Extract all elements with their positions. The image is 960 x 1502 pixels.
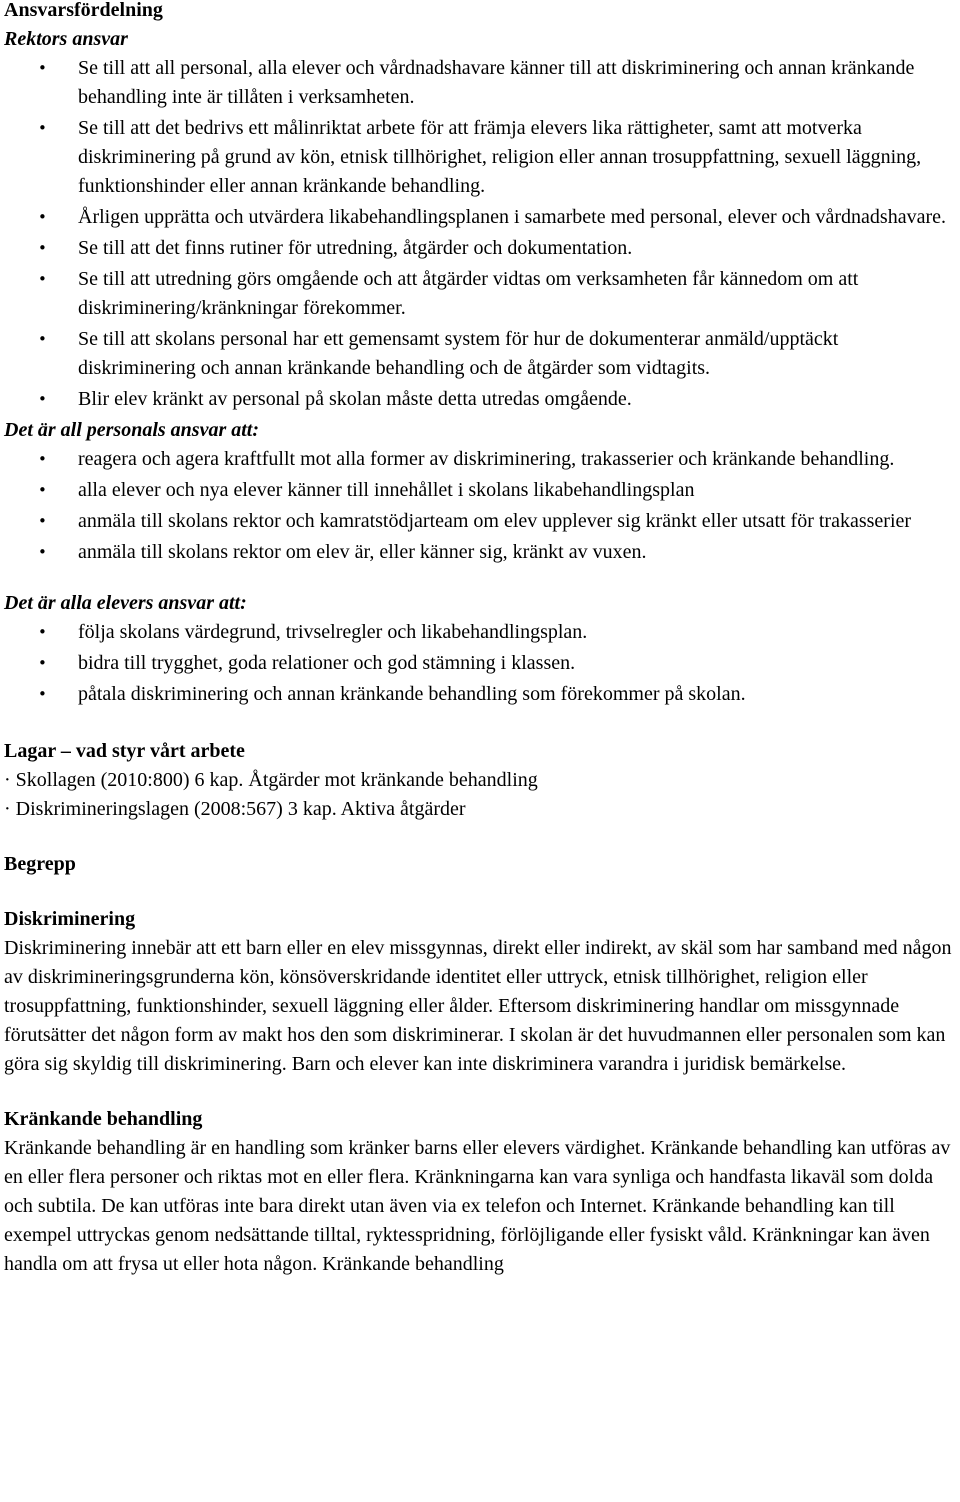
law-item: · Skollagen (2010:800) 6 kap. Åtgärder mot kränkande behandling: [4, 769, 538, 791]
staff-list: [4, 445, 956, 567]
list-item: • Årligen upprätta och utvärdera likabehandlingsplanen i samarbete med personal, elever och vårdnadshavare.: [4, 203, 956, 232]
rector-heading: Rektors ansvar: [4, 28, 128, 50]
concepts-heading: Begrepp: [4, 853, 76, 875]
document-page: [4, 0, 956, 1279]
list-item: • reagera och agera kraftfullt mot alla former av diskriminering, trakasserier och kränkande behandling.: [4, 445, 956, 474]
list-item: • påtala diskriminering och annan kränkande behandling som förekommer på skolan.: [4, 680, 956, 709]
list-item: • bidra till trygghet, goda relationer och god stämning i klassen.: [4, 649, 956, 678]
list-item: • Se till att all personal, alla elever och vårdnadshavare känner till att diskriminering och annan kränkande behandling inte är tillåten i verksamheten.: [4, 54, 956, 112]
staff-heading: Det är all personals ansvar att:: [4, 419, 260, 441]
list-item: • alla elever och nya elever känner till innehållet i skolans likabehandlingsplan: [4, 476, 956, 505]
students-heading: Det är alla elevers ansvar att:: [4, 592, 247, 614]
list-item: • Se till att det bedrivs ett målinriktat arbete för att främja elevers lika rättigheter, samt att motverka diskriminering på grund av kön, etnisk tillhörighet, religion eller annan trosuppfattning, sexuell läggning, funktionshinder eller annan kränkande behandling.: [4, 114, 956, 201]
list-item: • anmäla till skolans rektor och kamratstödjarteam om elev upplever sig kränkt eller utsatt för trakasserier: [4, 507, 956, 536]
list-item: • följa skolans värdegrund, trivselregler och likabehandlingsplan.: [4, 618, 956, 647]
list-item: • Se till att det finns rutiner för utredning, åtgärder och dokumentation.: [4, 234, 956, 263]
law-item: · Diskrimineringslagen (2008:567) 3 kap. Aktiva åtgärder: [4, 798, 466, 820]
list-item: • Blir elev kränkt av personal på skolan måste detta utredas omgående.: [4, 385, 956, 414]
list-item: • Se till att utredning görs omgående och att åtgärder vidtas om verksamheten får kännedom om att diskriminering/kränkningar förekommer.: [4, 265, 956, 323]
page-title: Ansvarsfördelning: [4, 0, 163, 21]
degrading-heading: Kränkande behandling: [4, 1108, 203, 1130]
rector-list: [4, 54, 956, 414]
discrimination-heading: Diskriminering: [4, 908, 136, 930]
list-item: • Se till att skolans personal har ett gemensamt system för hur de dokumenterar anmäld/upptäckt diskriminering och annan kränkande behandling och de åtgärder som vidtagits.: [4, 325, 956, 383]
degrading-text: Kränkande behandling är en handling som kränker barns eller elevers värdighet. Kränkande behandling kan utföras av en eller flera personer och riktas mot en eller flera. Kränkningarna kan vara synliga och handfasta likaväl som dolda och subtila. De kan utföras inte bara direkt utan även via ex telefon och Internet. Kränkande behandling kan till exempel uttryckas genom nedsättande tilltal, ryktesspridning, förlöjligande eller fysiskt våld. Kränkningar kan även handla om att frysa ut eller hota någon. Kränkande behandling: [4, 1137, 951, 1275]
laws-heading: Lagar – vad styr vårt arbete: [4, 740, 245, 762]
list-item: • anmäla till skolans rektor om elev är, eller känner sig, kränkt av vuxen.: [4, 538, 956, 567]
discrimination-text: Diskriminering innebär att ett barn eller en elev missgynnas, direkt eller indirekt, av skäl som har samband med någon av diskrimineringsgrunderna kön, könsöverskridande identitet eller uttryck, etnisk tillhörighet, religion eller trosuppfattning, funktionshinder, sexuell läggning eller ålder. Eftersom diskriminering handlar om missgynnade förutsätter det någon form av makt hos den som diskriminerar. I skolan är det huvudmannen eller personalen som kan göra sig skyldig till diskriminering. Barn och elever kan inte diskriminera varandra i juridisk bemärkelse.: [4, 937, 952, 1075]
students-list: [4, 618, 956, 709]
